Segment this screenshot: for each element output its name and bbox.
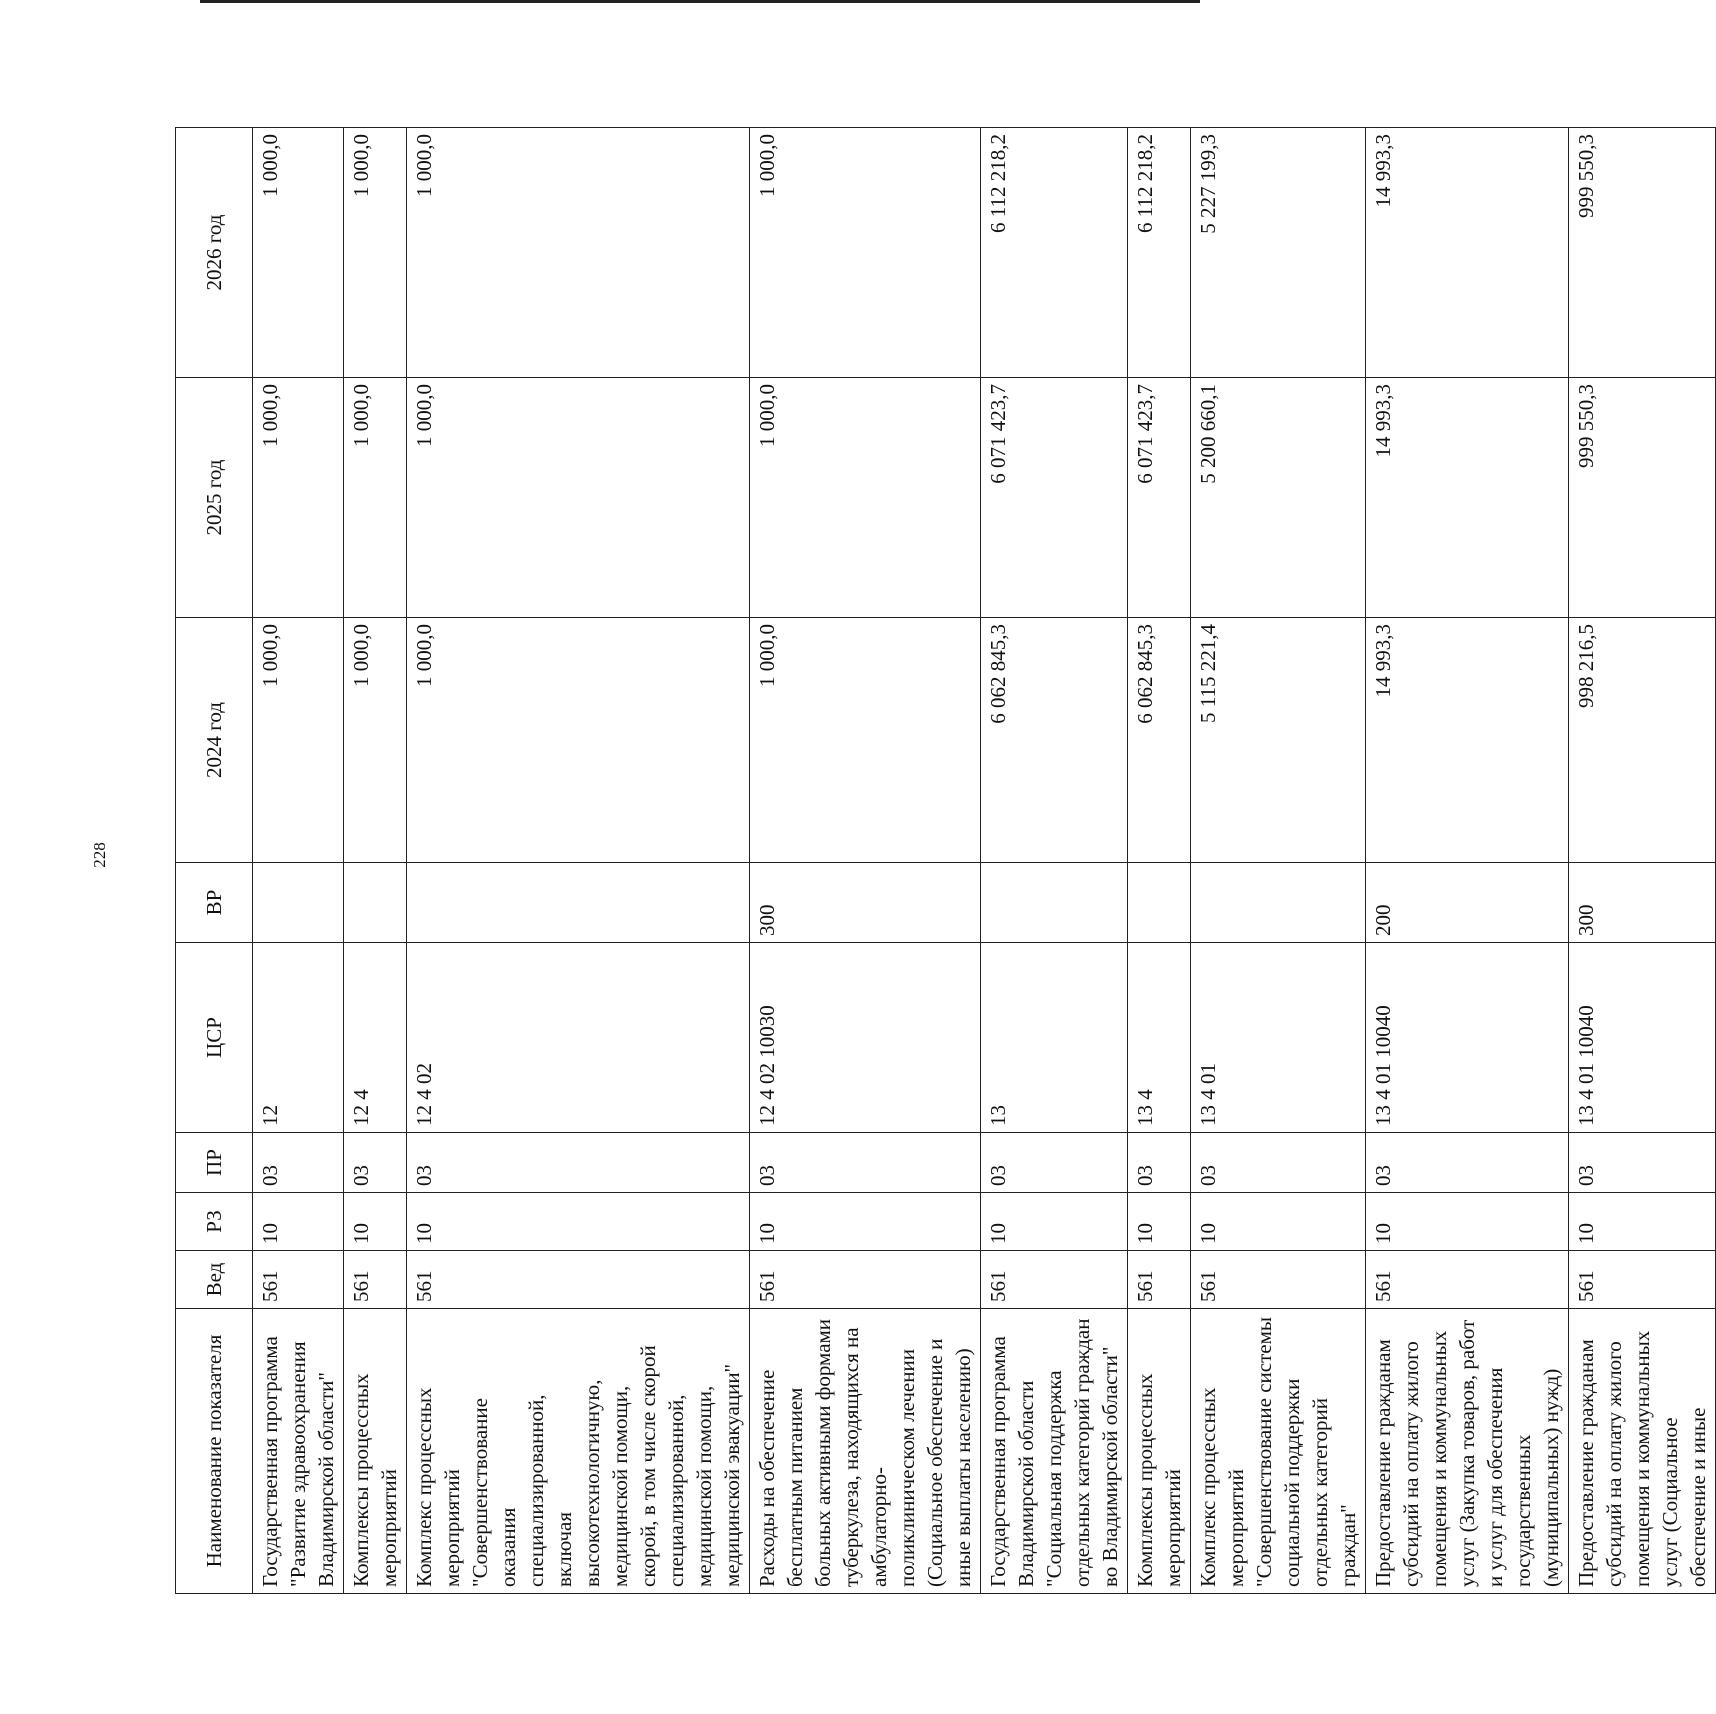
cell-2024: 6 062 845,3 [1128, 618, 1191, 863]
cell-name: Государственная программа Владимирской области "Социальная поддержка отдельных категорий граждан во Владимирской области" [981, 1309, 1128, 1594]
cell-rz: 10 [750, 1193, 981, 1251]
header-name: Наименование показателя [176, 1309, 253, 1594]
header-rz: РЗ [176, 1193, 253, 1251]
cell-vr [1191, 863, 1366, 943]
cell-csr: 12 4 [344, 943, 407, 1133]
cell-2026: 14 993,3 [1366, 128, 1569, 378]
cell-csr: 13 [981, 943, 1128, 1133]
header-2026: 2026 год [176, 128, 253, 378]
page-number: 228 [90, 842, 109, 868]
cell-vr [253, 863, 344, 943]
cell-2024: 5 115 221,4 [1191, 618, 1366, 863]
cell-rz: 10 [1569, 1193, 1716, 1251]
cell-csr: 13 4 [1128, 943, 1191, 1133]
cell-2024: 6 062 845,3 [981, 618, 1128, 863]
cell-2025: 1 000,0 [750, 378, 981, 618]
table-row [1128, 128, 1191, 1594]
cell-rz: 10 [344, 1193, 407, 1251]
cell-2026: 1 000,0 [750, 128, 981, 378]
cell-2025: 999 550,3 [1569, 378, 1716, 618]
cell-vr: 300 [1569, 863, 1716, 943]
header-2025: 2025 год [176, 378, 253, 618]
cell-2024: 14 993,3 [1366, 618, 1569, 863]
cell-vr [1128, 863, 1191, 943]
cell-vr: 200 [1366, 863, 1569, 943]
cell-pr: 03 [407, 1133, 750, 1193]
cell-csr: 12 4 02 10030 [750, 943, 981, 1133]
cell-csr: 13 4 01 10040 [1569, 943, 1716, 1133]
cell-csr: 12 [253, 943, 344, 1133]
cell-2024: 1 000,0 [253, 618, 344, 863]
cell-2026: 6 112 218,2 [981, 128, 1128, 378]
cell-rz: 10 [1191, 1193, 1366, 1251]
cell-2026: 1 000,0 [407, 128, 750, 378]
cell-rz: 10 [1366, 1193, 1569, 1251]
cell-name: Государственная программа "Развитие здравоохранения Владимирской области" [253, 1309, 344, 1594]
cell-vr: 300 [750, 863, 981, 943]
header-2024: 2024 год [176, 618, 253, 863]
cell-vr [407, 863, 750, 943]
cell-name: Расходы на обеспечение бесплатным питанием больных активными формами туберкулеза, находящихся на амбулаторно-поликлиническом лечении (Социальное обеспечение и иные выплаты населению) [750, 1309, 981, 1594]
cell-name: Комплексы процессных мероприятий [344, 1309, 407, 1594]
cell-2025: 1 000,0 [407, 378, 750, 618]
table-row [1569, 128, 1716, 1594]
cell-2025: 6 071 423,7 [981, 378, 1128, 618]
cell-rz: 10 [253, 1193, 344, 1251]
cell-2024: 1 000,0 [750, 618, 981, 863]
table-row [1191, 128, 1366, 1594]
cell-2025: 14 993,3 [1366, 378, 1569, 618]
cell-pr: 03 [981, 1133, 1128, 1193]
cell-ved: 561 [1569, 1251, 1716, 1309]
top-border-line [200, 0, 1200, 3]
cell-rz: 10 [1128, 1193, 1191, 1251]
table-row [344, 128, 407, 1594]
cell-name: Предоставление гражданам субсидий на оплату жилого помещения и коммунальных услуг (Социальное обеспечение и иные [1569, 1309, 1716, 1594]
cell-name: Комплекс процессных мероприятий "Совершенствование системы социальной поддержки отдельных категорий граждан" [1191, 1309, 1366, 1594]
cell-2025: 5 200 660,1 [1191, 378, 1366, 618]
cell-2024: 1 000,0 [344, 618, 407, 863]
cell-vr [981, 863, 1128, 943]
table-row [407, 128, 750, 1594]
cell-2024: 998 216,5 [1569, 618, 1716, 863]
cell-pr: 03 [253, 1133, 344, 1193]
cell-name: Предоставление гражданам субсидий на оплату жилого помещения и коммунальных услуг (Закупка товаров, работ и услуг для обеспечения государственных (муниципальных) нужд) [1366, 1309, 1569, 1594]
cell-2025: 1 000,0 [344, 378, 407, 618]
cell-ved: 561 [1366, 1251, 1569, 1309]
cell-2024: 1 000,0 [407, 618, 750, 863]
cell-pr: 03 [344, 1133, 407, 1193]
cell-2025: 6 071 423,7 [1128, 378, 1191, 618]
table-row [1366, 128, 1569, 1594]
header-vr: ВР [176, 863, 253, 943]
cell-ved: 561 [407, 1251, 750, 1309]
cell-ved: 561 [981, 1251, 1128, 1309]
cell-2026: 999 550,3 [1569, 128, 1716, 378]
table-header-row [176, 128, 253, 1594]
cell-pr: 03 [1366, 1133, 1569, 1193]
header-pr: ПР [176, 1133, 253, 1193]
cell-ved: 561 [750, 1251, 981, 1309]
cell-2026: 1 000,0 [253, 128, 344, 378]
cell-ved: 561 [253, 1251, 344, 1309]
cell-name: Комплексы процессных мероприятий [1128, 1309, 1191, 1594]
table-row [750, 128, 981, 1594]
cell-2026: 1 000,0 [344, 128, 407, 378]
cell-csr: 13 4 01 10040 [1366, 943, 1569, 1133]
cell-ved: 561 [1128, 1251, 1191, 1309]
cell-pr: 03 [1569, 1133, 1716, 1193]
cell-csr: 13 4 01 [1191, 943, 1366, 1133]
table-row [981, 128, 1128, 1594]
cell-csr: 12 4 02 [407, 943, 750, 1133]
cell-pr: 03 [1191, 1133, 1366, 1193]
header-csr: ЦСР [176, 943, 253, 1133]
header-ved: Вед [176, 1251, 253, 1309]
cell-2026: 5 227 199,3 [1191, 128, 1366, 378]
rotated-page-content [175, 128, 1710, 1594]
cell-ved: 561 [344, 1251, 407, 1309]
cell-pr: 03 [750, 1133, 981, 1193]
cell-rz: 10 [981, 1193, 1128, 1251]
table-row [253, 128, 344, 1594]
cell-rz: 10 [407, 1193, 750, 1251]
cell-vr [344, 863, 407, 943]
cell-2025: 1 000,0 [253, 378, 344, 618]
budget-table [175, 127, 1716, 1594]
cell-ved: 561 [1191, 1251, 1366, 1309]
cell-2026: 6 112 218,2 [1128, 128, 1191, 378]
cell-pr: 03 [1128, 1133, 1191, 1193]
cell-name: Комплекс процессных мероприятий "Совершенствование оказания специализированной, включая высокотехнологичную, медицинской помощи, скорой, в том числе скорой специализированной, медицинской помощи, медицинской эвакуации" [407, 1309, 750, 1594]
